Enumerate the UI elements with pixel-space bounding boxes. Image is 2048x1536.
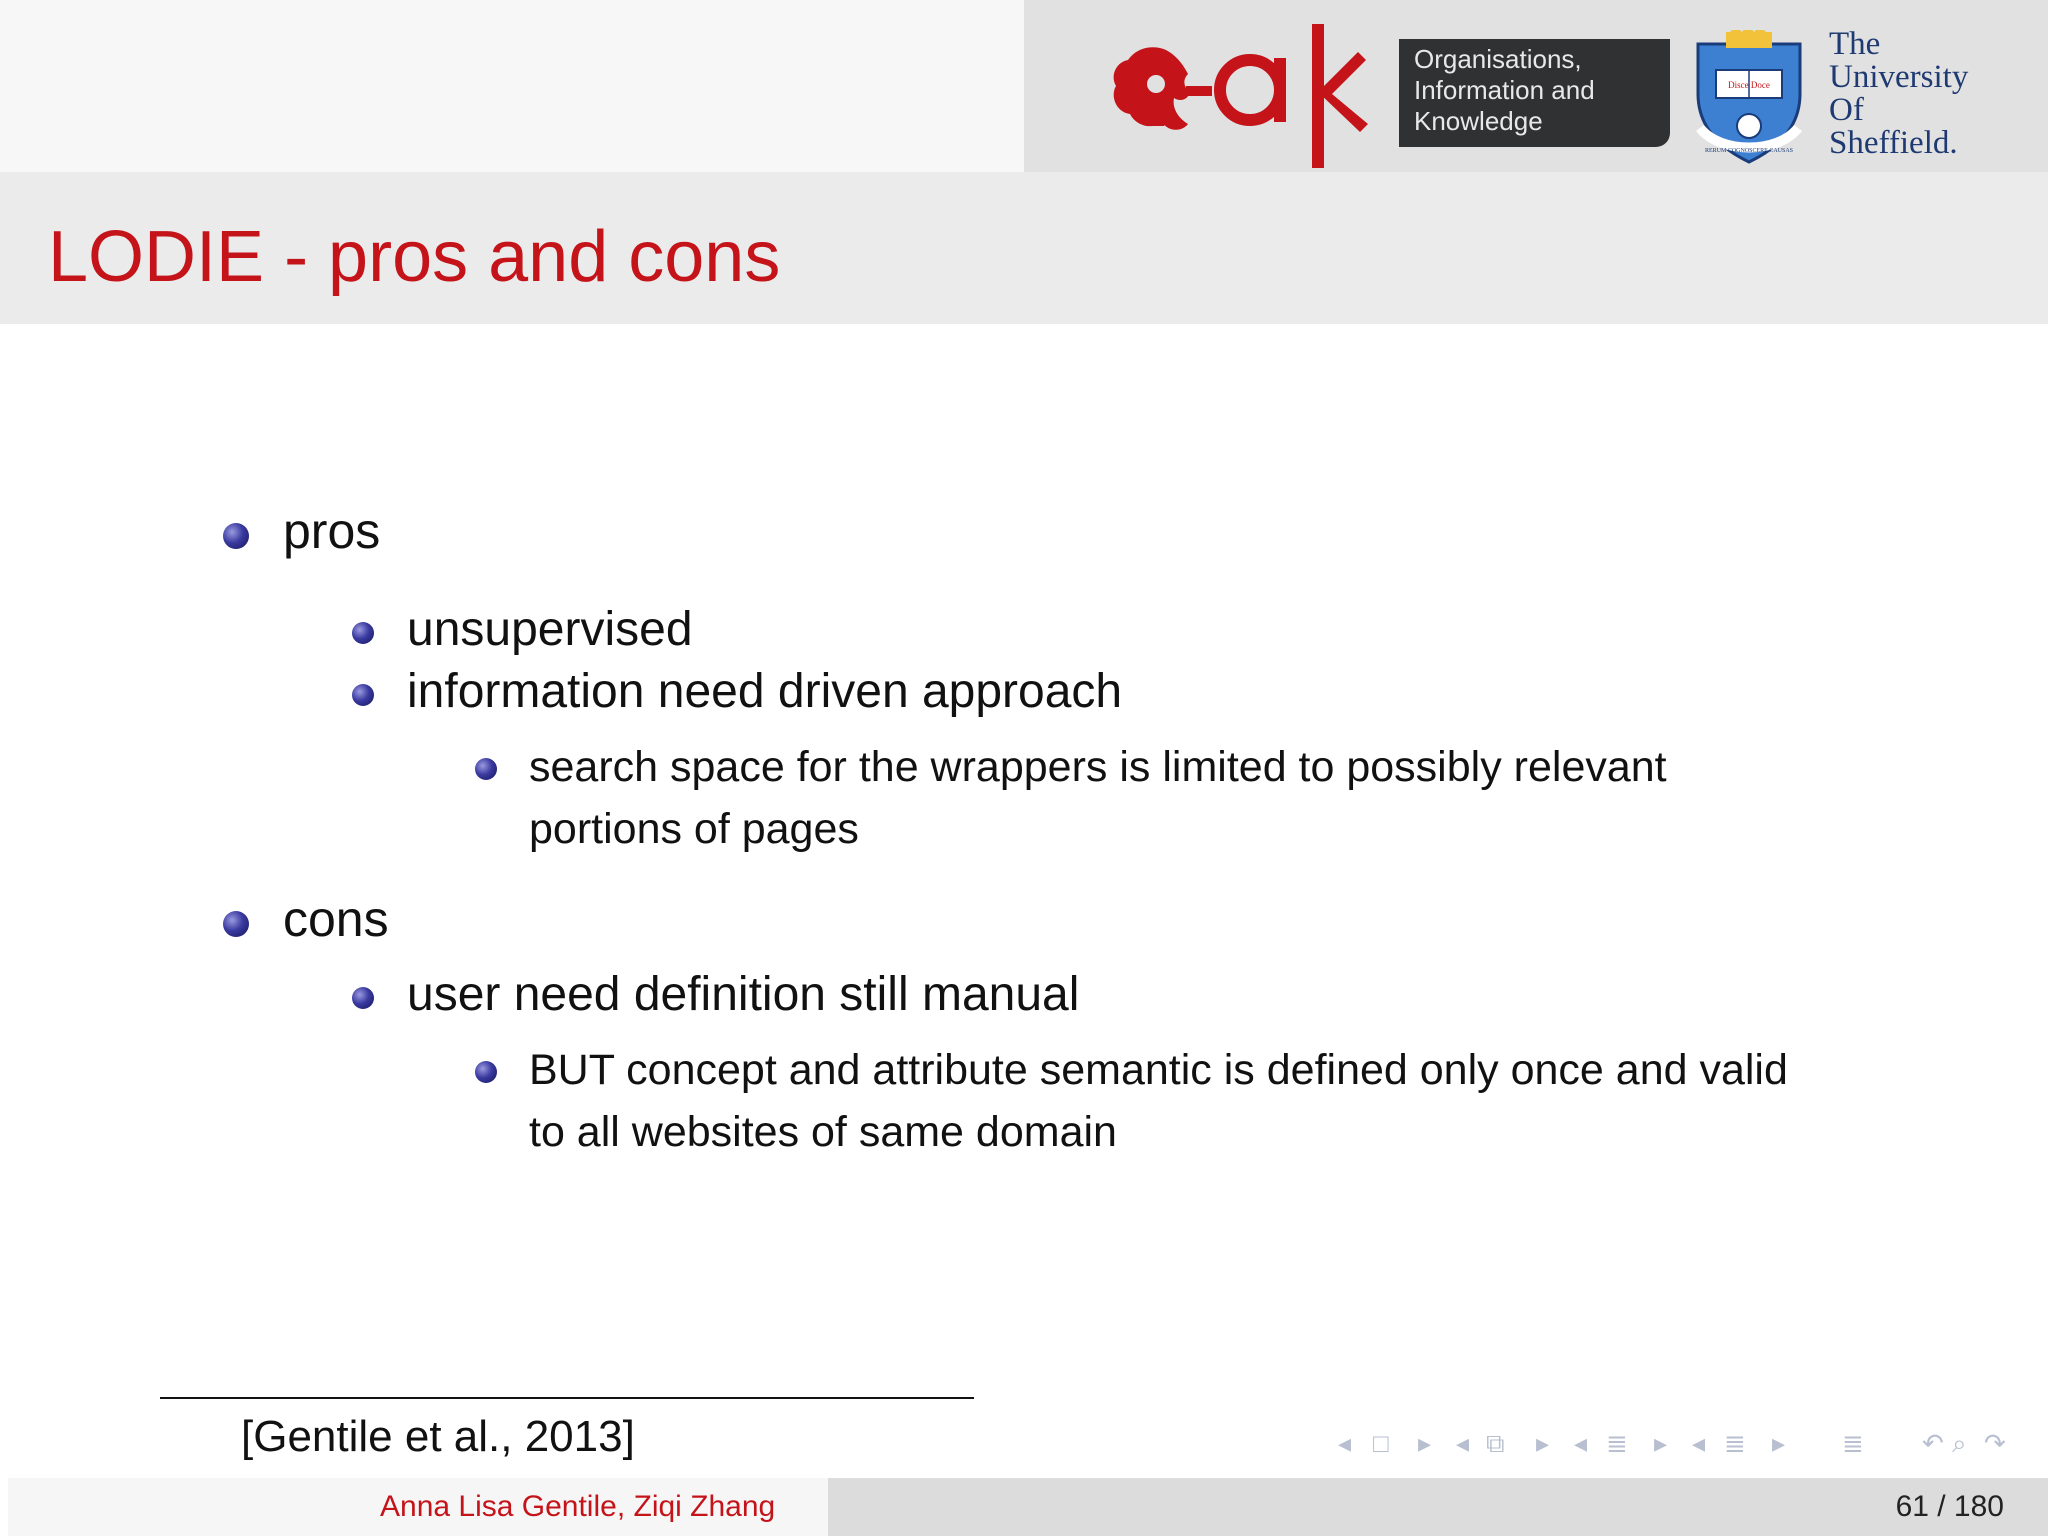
bullet-user-need xyxy=(352,987,374,1009)
oik-line-1: Organisations, xyxy=(1414,44,1582,74)
nav-frame-icon[interactable]: □ xyxy=(1373,1428,1389,1458)
nav-section-icon[interactable]: ≣ xyxy=(1606,1428,1628,1458)
nav-redo-icon[interactable]: ↷ xyxy=(1984,1428,2006,1458)
pros-subitem-line-2: portions of pages xyxy=(529,805,859,853)
oak-logo xyxy=(1108,22,1370,170)
pros-item-unsupervised: unsupervised xyxy=(407,603,693,656)
nav-align-icon[interactable]: ≣ xyxy=(1842,1428,1864,1458)
university-line-4: Sheffield. xyxy=(1829,125,1958,161)
university-crest-icon xyxy=(1690,30,1808,164)
nav-section-prev-icon[interactable]: ◂ xyxy=(1574,1428,1588,1458)
footer-page-number: 61 / 180 xyxy=(1895,1490,2004,1523)
title-band xyxy=(0,172,2048,324)
pros-label: pros xyxy=(283,503,381,559)
bullet-unsupervised xyxy=(352,622,374,644)
bullet-cons xyxy=(223,911,249,937)
oik-badge xyxy=(1399,39,1670,147)
crest-motto-top: Disce Doce xyxy=(1728,80,1770,90)
header xyxy=(0,0,2048,172)
cons-label: cons xyxy=(283,891,389,947)
crest-motto-bottom: RERUM COGNOSCERE CAUSAS xyxy=(1704,148,1794,154)
footer-right-panel xyxy=(828,1478,2048,1536)
pros-item-information-need: information need driven approach xyxy=(407,665,1123,718)
nav-doc-icon[interactable]: ≣ xyxy=(1724,1428,1746,1458)
bullet-concept-semantic xyxy=(475,1061,497,1083)
cons-item-user-need: user need definition still manual xyxy=(407,968,1080,1021)
nav-subsection-icon[interactable]: ⧉ xyxy=(1486,1428,1505,1458)
university-line-1: The xyxy=(1829,26,1881,62)
university-line-2: University xyxy=(1829,59,1969,95)
cons-subitem-line-1: BUT concept and attribute semantic is defined only once and valid xyxy=(529,1046,1788,1094)
nav-doc-next-icon[interactable]: ▸ xyxy=(1772,1428,1786,1458)
nav-subsection-prev-icon[interactable]: ◂ xyxy=(1456,1428,1470,1458)
nav-subsection-next-icon[interactable]: ▸ xyxy=(1536,1428,1550,1458)
footnote-citation: [Gentile et al., 2013] xyxy=(241,1412,635,1461)
oik-line-2: Information and xyxy=(1414,75,1595,105)
university-name xyxy=(1829,28,1968,160)
oik-line-3: Knowledge xyxy=(1414,106,1543,136)
footnote-rule xyxy=(160,1397,974,1399)
nav-frame-prev-icon[interactable]: ◂ xyxy=(1338,1428,1352,1458)
cons-subitem-line-2: to all websites of same domain xyxy=(529,1108,1117,1156)
nav-frame-next-icon[interactable]: ▸ xyxy=(1418,1428,1432,1458)
bullet-pros xyxy=(223,523,249,549)
header-left-panel xyxy=(0,0,1024,172)
nav-section-next-icon[interactable]: ▸ xyxy=(1654,1428,1668,1458)
nav-undo-icon[interactable]: ↶ xyxy=(1922,1428,1944,1458)
bullet-search-space xyxy=(475,758,497,780)
university-line-3: Of xyxy=(1829,92,1864,128)
slide-title: LODIE - pros and cons xyxy=(48,217,781,297)
footer-authors: Anna Lisa Gentile, Ziqi Zhang xyxy=(380,1490,776,1523)
bullet-information-need xyxy=(352,684,374,706)
nav-search-icon[interactable]: ⌕ xyxy=(1952,1428,1967,1458)
pros-subitem-line-1: search space for the wrappers is limited to possibly relevant xyxy=(529,743,1667,791)
nav-doc-prev-icon[interactable]: ◂ xyxy=(1692,1428,1706,1458)
